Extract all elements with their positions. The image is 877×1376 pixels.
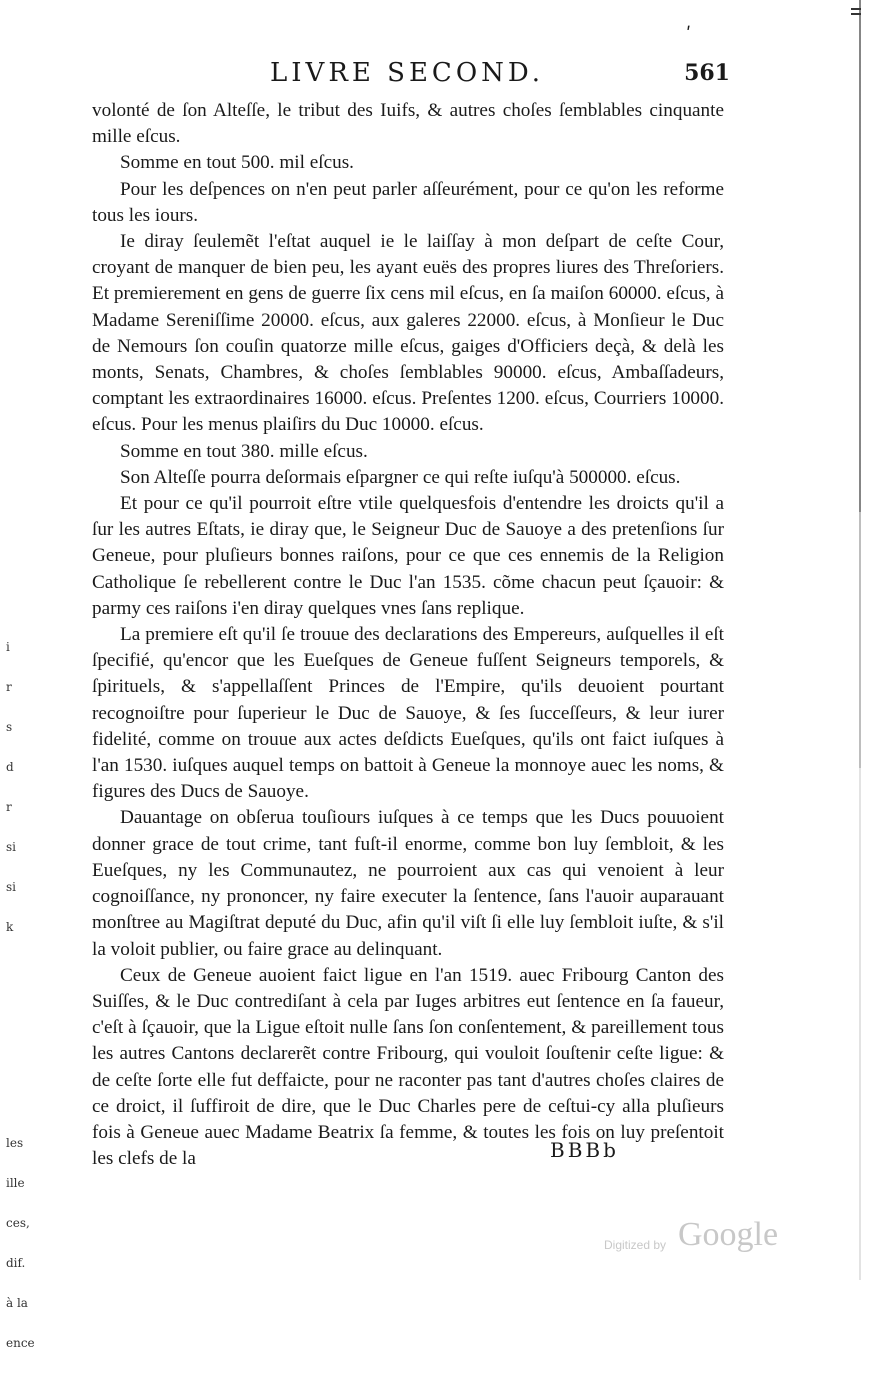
paragraph: volonté de ſon Alteſſe, le tribut des Iuifs, & autres choſes ſemblables cinquante mille eſcus. [92,100,724,148]
margin-fragment: d [6,760,14,774]
margin-gap [6,960,36,1110]
margin-fragment: ille [6,1176,25,1190]
margin-fragment: dif. [6,1256,26,1270]
stray-mark: ʹ [686,24,692,45]
watermark-prefix: Digitized by [604,1238,667,1252]
signature-mark: BBBb [550,1138,619,1162]
margin-fragment: les [6,1136,24,1150]
margin-fragment: à la [6,1296,28,1310]
corner-mark [851,8,861,15]
page-edge-line [859,0,861,1280]
google-logo: Google [678,1216,779,1253]
paragraph: Somme en tout 500. mil eſcus. [120,152,354,174]
margin-fragment: r [6,680,12,694]
body-text [92,98,724,1172]
paragraph: Dauantage on obſerua touſiours iuſques à ce temps que les Ducs pouuoient donner grace de tout crime, tant fuſt-il enorme, comme bon luy ſembloit, & les Eueſques, ny les Communautez, ne pourroient aux cas qui venoient à leur cognoiſſance, ny prononcer, ny faire executer la ſentence, ſans l'auoir auparauant monſtree au Magiſtrat deputé du Duc, afin qu'il viſt ſi elle luy ſembloit iuſte, & s'il la voloit publier, ou faire grace au delinquant. [92,807,724,960]
paragraph: Pour les deſpences on n'en peut parler aſſeurément, pour ce qu'on les reforme tous les iours. [92,178,724,226]
running-head: LIVRE SECOND. [270,58,545,88]
google-watermark [604,1216,844,1266]
left-margin-fragments [6,640,36,1376]
margin-fragment: i [6,640,10,654]
margin-fragment: k [6,920,14,934]
margin-fragment: ence [6,1336,35,1350]
paragraph: Ceux de Geneue auoient faict ligue en l'an 1519. auec Fribourg Canton des Suiſſes, & le Duc contrediſant à cela par Iuges arbitres eut ſentence en ſa faueur, c'eſt à ſçauoir, que la Ligue eſtoit nulle ſans ſon conſentement, & pareillement tous les autres Cantons declarerẽt contre Fribourg, qui vouloit ſouſtenir ceſte ligue: & de ceſte ſorte elle fut deffaicte, pour ne raconter pas tant d'autres choſes claires de ce droict, il ſuffiroit de dire, que le Duc Charles pere de ceſtui-cy alla pluſieurs fois à Geneue auec Madame Beatrix ſa femme, & toutes les fois on luy preſentoit les clefs de la [92,964,724,1170]
paragraph: Et pour ce qu'il pourroit eſtre vtile quelquesfois d'entendre les droicts qu'il a ſur les autres Eſtats, ie diray que, le Seigneur Duc de Sauoye a des pretenſions ſur Geneue, pour pluſieurs bonnes raiſons, pour ce que ces ennemis de la Religion Catholique ſe rebellerent contre le Duc l'an 1535. cõme chacun peut ſçauoir: & parmy ces raiſons i'en diray quelques vnes ſans replique. [92,493,724,619]
paragraph: Son Alteſſe pourra deſormais eſpargner ce qui reſte iuſqu'à 500000. eſcus. [120,466,681,488]
margin-fragment: r [6,800,12,814]
page-header [110,58,730,94]
paragraph: Somme en tout 380. mille eſcus. [120,440,368,462]
margin-fragment: s [6,720,13,734]
margin-fragment: ces, [6,1216,30,1230]
paragraph: La premiere eſt qu'il ſe trouue des declarations des Empereurs, auſquelles il eſt ſpecifié, qu'encor que les Eueſques de Geneue fuſſent Seigneurs temporels, & ſpirituels, & s'appellaſſent Princes de l'Empire, qu'ils deuoient pourtant recognoiſtre pour ſuperieur le Duc de Sauoye, & ſes ſucceſſeurs, & leur iurer fidelité, comme on trouue aux actes deſdicts Eueſques, qu'ils ont faict iuſques à l'an 1530. iuſques auquel temps on battoit à Geneue la monnoye auec les noms, & figures des Ducs de Sauoye. [92,624,724,803]
page-number: 561 [684,60,730,86]
margin-fragment: si [6,880,16,894]
margin-fragment: si [6,840,16,854]
paragraph: Ie diray ſeulemẽt l'eſtat auquel ie le laiſſay à mon deſpart de ceſte Cour, croyant de manquer de bien peu, les ayant euës des propres liures des Threſoriers. Et premierement en gens de guerre ſix cens mil eſcus, en ſa maiſon 60000. eſcus, à Madame Sereniſſime 20000. eſcus, aux galeres 22000. eſcus, à Monſieur le Duc de Nemours ſon couſin quatorze mille eſcus, gaiges d'Officiers deçà, & delà les monts, Senats, Chambres, & choſes ſemblables 90000. eſcus, Ambaſſadeurs, comptant les extraordinaires 16000. eſcus. Preſentes 1200. eſcus, Courriers 10000. eſcus. Pour les menus plaiſirs du Duc 10000. eſcus. [92,231,724,436]
